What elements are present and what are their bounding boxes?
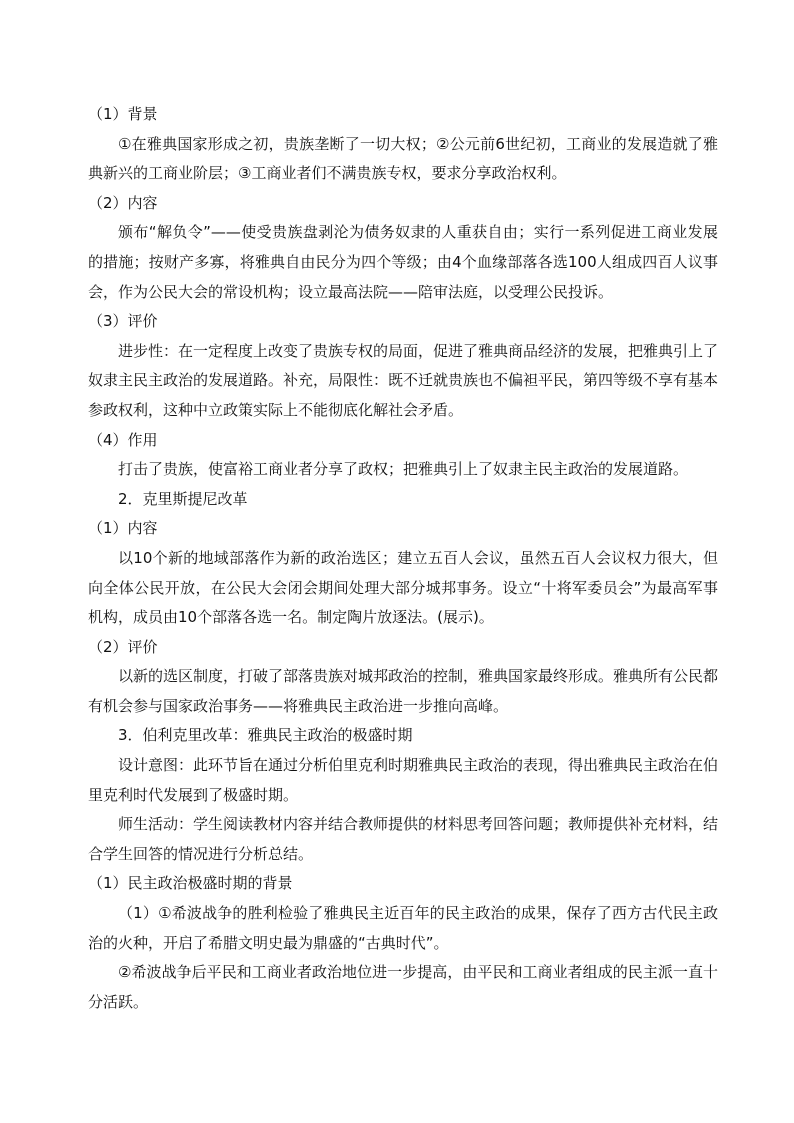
- paragraph-content: 颁布“解负令”——使受贵族盘剥沦为债务奴隶的人重获自由；实行一系列促进工商业发展的措施；按财产多寡，将雅典自由民分为四个等级；由4个血缘部落各选100人组成四百人议事会，作为公民大会的常设机构；设立最高法院——陪审法庭，以受理公民投诉。: [88, 223, 718, 301]
- paragraph-evaluation: 进步性：在一定程度上改变了贵族专权的局面，促进了雅典商品经济的发展，把雅典引上了奴隶主民主政治的发展道路。补充，局限性：既不迁就贵族也不偏袒平民，第四等级不享有基本参政权利，这种中立政策实际上不能彻底化解社会矛盾。: [88, 341, 719, 419]
- paragraph-cleisthenes-evaluation: 以新的选区制度，打破了部落贵族对城邦政治的控制，雅典国家最终形成。雅典所有公民都有机会参与国家政治事务——将雅典民主政治进一步推向高峰。: [88, 667, 719, 715]
- heading-cleisthenes-evaluation: （2）评价: [88, 637, 158, 656]
- heading-evaluation: （3）评价: [88, 312, 158, 331]
- paragraph-design-intent: 设计意图：此环节旨在通过分析伯里克利时期雅典民主政治的表现，得出雅典民主政治在伯里克利时代发展到了极盛时期。: [88, 756, 719, 804]
- paragraph-teacher-student-activity: 师生活动：学生阅读教材内容并结合教师提供的材料思考回答问题；教师提供补充材料，结合学生回答的情况进行分析总结。: [88, 815, 719, 863]
- paragraph-effect: 打击了贵族，使富裕工商业者分享了政权；把雅典引上了奴隶主民主政治的发展道路。: [118, 460, 689, 479]
- paragraph-cleisthenes-content: 以10个新的地域部落作为新的政治选区；建立五百人会议，虽然五百人会议权力很大，但向全体公民开放，在公民大会闭会期间处理大部分城邦事务。设立“十将军委员会”为最高军事机构，成员由10个部落各选一名。制定陶片放逐法。(展示)。: [88, 548, 718, 627]
- heading-effect: （4）作用: [88, 430, 158, 449]
- paragraph-greco-persian-war: （1）①希波战争的胜利检验了雅典民主近百年的民主政治的成果，保存了西方古代民主政治的火种，开启了希腊文明史最为鼎盛的“古典时代”。: [88, 904, 718, 952]
- heading-content: （2）内容: [88, 193, 158, 212]
- heading-background: （1）背景: [88, 105, 158, 123]
- section-heading-cleisthenes: 2．克里斯提尼改革: [118, 489, 248, 508]
- paragraph-background: ①在雅典国家形成之初，贵族垄断了一切大权；②公元前6世纪初，工商业的发展造就了雅典新兴的工商业阶层；③工商业者们不满贵族专权，要求分享政治权利。: [88, 134, 718, 183]
- paragraph-democrats-active: ②希波战争后平民和工商业者政治地位进一步提高，由平民和工商业者组成的民主派一直十分活跃。: [88, 963, 718, 1011]
- section-heading-pericles: 3．伯利克里改革：雅典民主政治的极盛时期: [118, 726, 413, 745]
- document-body: [88, 100, 718, 1017]
- heading-peak-background: （1）民主政治极盛时期的背景: [88, 874, 293, 893]
- heading-cleisthenes-content: （1）内容: [88, 519, 158, 538]
